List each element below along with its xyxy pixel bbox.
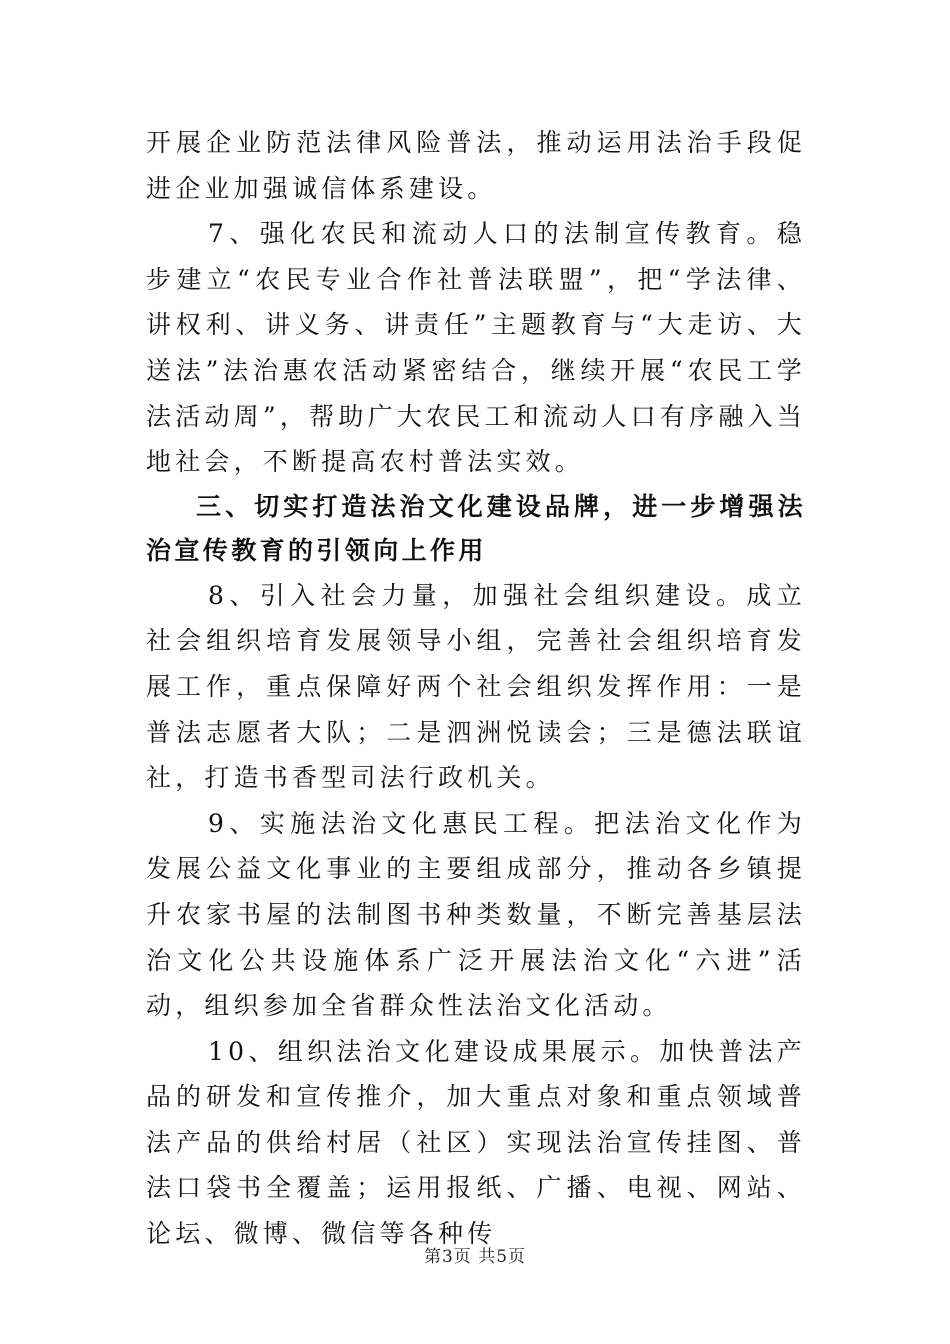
- document-body: [146, 120, 806, 1257]
- page-number-footer: 第3页 共5页: [423, 1247, 527, 1267]
- paragraph-continuation: 开展企业防范法律风险普法，推动运用法治手段促进企业加强诚信体系建设。: [146, 128, 806, 203]
- paragraph-item-10: 10、组织法治文化建设成果展示。加快普法产品的研发和宣传推介，加大重点对象和重点领域普法产品的供给村居（社区）实现法治宣传挂图、普法口袋书全覆盖；运用报纸、广播、电视、网站、论坛、微博、微信等各种传: [146, 1036, 806, 1249]
- paragraph-item-9: 9、实施法治文化惠民工程。把法治文化作为发展公益文化事业的主要组成部分，推动各乡镇提升农家书屋的法制图书种类数量，不断完善基层法治文化公共设施体系广泛开展法治文化“六进”活动，组织参加全省群众性法治文化活动。: [146, 808, 806, 1021]
- paragraph-item-7: 7、强化农民和流动人口的法制宣传教育。稳步建立“农民专业合作社普法联盟”，把“学法律、讲权利、讲义务、讲责任”主题教育与“大走访、大送法”法治惠农活动紧密结合，继续开展“农民工学法活动周”，帮助广大农民工和流动人口有序融入当地社会，不断提高农村普法实效。: [146, 219, 806, 477]
- section-heading-3: 三、切实打造法治文化建设品牌，进一步增强法治宣传教育的引领向上作用: [146, 491, 806, 565]
- paragraph-item-8: 8、引入社会力量，加强社会组织建设。成立社会组织培育发展领导小组，完善社会组织培育发展工作，重点保障好两个社会组织发挥作用：一是普法志愿者大队；二是泗洲悦读会；三是德法联谊社，打造书香型司法行政机关。: [146, 580, 806, 793]
